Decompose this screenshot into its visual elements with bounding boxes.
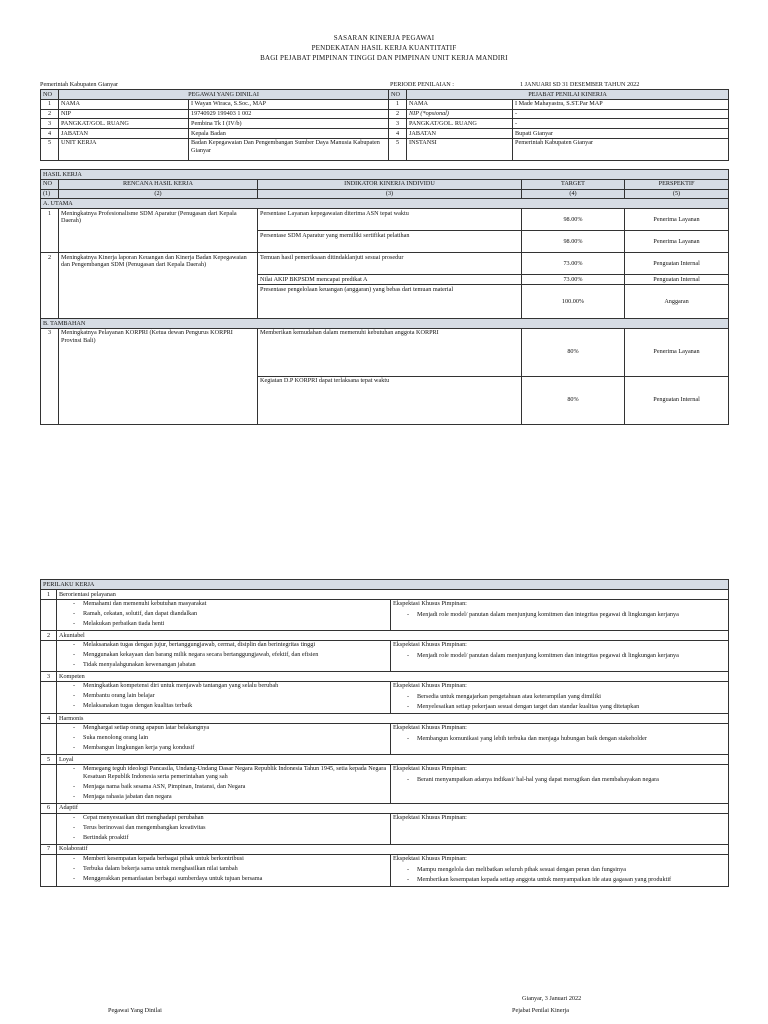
behavior-name: Berorientasi pelayanan: [57, 590, 729, 600]
behavior-point: - Menjaga nama baik sesama ASN, Pimpinan, Instansi, dan Negara: [59, 783, 388, 791]
behavior-point: - Bertindak proaktif: [59, 834, 388, 842]
target: 80%: [522, 328, 625, 376]
behavior-point: - Membantu orang lain belajar: [59, 692, 388, 700]
column-number: (2): [59, 189, 258, 199]
behavior-points: [57, 813, 391, 844]
behavior-no: 1: [41, 590, 57, 600]
row-no: 4: [41, 129, 59, 139]
field-label: PANGKAT/GOL. RUANG: [59, 119, 189, 129]
behavior-name: Kolaboratif: [57, 844, 729, 854]
table-row-no: 2: [41, 253, 59, 319]
behavior-points: [57, 723, 391, 754]
field-label: PANGKAT/GOL. RUANG: [407, 119, 513, 129]
perspective: Penguatan Internal: [625, 275, 729, 285]
behavior-no: 7: [41, 844, 57, 854]
work-results-table: [40, 169, 729, 425]
column-number: (3): [258, 189, 522, 199]
leader-expectation: [391, 681, 729, 713]
organization-label: Pemerintah Kabupaten Gianyar: [40, 81, 119, 88]
behavior-points: [57, 599, 391, 630]
perspective: Penerima Layanan: [625, 231, 729, 253]
behavior-point: - Menjaga rahasia jabatan dan negara: [59, 793, 388, 801]
leader-expectation: [391, 599, 729, 630]
behavior-point: - Melaksanakan tugas dengan jujur, bertanggungjawab, cermat, disiplin dan berintegritas tinggi: [59, 641, 388, 649]
section-title: PERILAKU KERJA: [41, 580, 729, 590]
field-label: NIP (*opsional): [407, 109, 513, 119]
perspective: Penerima Layanan: [625, 209, 729, 231]
perspective: Penguatan Internal: [625, 376, 729, 424]
no-header: NO: [41, 90, 59, 100]
row-no: 1: [41, 99, 59, 109]
work-plan: Meningkatnya Profesionalisme SDM Aparatur (Penugasan dari Kepala Daerah): [59, 209, 258, 253]
period-value: 1 JANUARI SD 31 DESEMBER TAHUN 2022: [520, 81, 640, 88]
table-row-no: 1: [41, 209, 59, 253]
perspective: Penerima Layanan: [625, 328, 729, 376]
column-number: (1): [41, 189, 59, 199]
indicator: Nilai AKIP BKPSDM mencapai predikat A: [258, 275, 522, 285]
target: 73.00%: [522, 253, 625, 275]
behavior-point: - Memahami dan memenuhi kebutuhan masyarakat: [59, 600, 388, 608]
assessor-header: PEJABAT PENILAI KINERJA: [407, 90, 729, 100]
field-label: NAMA: [407, 99, 513, 109]
field-value: Kepala Badan: [189, 129, 389, 139]
field-label: UNIT KERJA: [59, 138, 189, 160]
leader-expectation: [391, 854, 729, 886]
row-no: 3: [389, 119, 407, 129]
column-header: TARGET: [522, 179, 625, 189]
expectation-point: - Menjadi role model/ panutan dalam menjunjung komitmen dan integritas pegawai di lingkungan kerjanya: [393, 652, 726, 660]
column-header: NO: [41, 179, 59, 189]
column-number: (4): [522, 189, 625, 199]
row-no: 2: [41, 109, 59, 119]
doc-subtitle-2: BAGI PEJABAT PIMPINAN TINGGI DAN PIMPINAN UNIT KERJA MANDIRI: [260, 54, 508, 62]
expectation-title: Ekspektasi Khusus Pimpinan:: [393, 814, 467, 821]
expectation-title: Ekspektasi Khusus Pimpinan:: [393, 855, 467, 862]
column-header: INDIKATOR KINERJA INDIVIDU: [258, 179, 522, 189]
indicator: Memberikan kemudahan dalam memenuhi kebutuhan anggota KORPRI: [258, 328, 522, 376]
behavior-point: - Menggerakkan pemanfaatan berbagai sumberdaya untuk tujuan bersama: [59, 875, 388, 883]
field-label: INSTANSI: [407, 138, 513, 160]
expectation-title: Ekspektasi Khusus Pimpinan:: [393, 682, 467, 690]
behavior-point: - Ramah, cekatan, solutif, dan dapat diandalkan: [59, 610, 388, 618]
behavior-point: - Menggunakan kekayaan dan barang milik negara secara bertanggungjawab, efektif, dan efisien: [59, 651, 388, 659]
table-row-no: 3: [41, 328, 59, 424]
assessor-signature-label: Pejabat Penilai Kinerja: [512, 1007, 570, 1014]
target: 100.00%: [522, 285, 625, 319]
perspective: Penguatan Internal: [625, 253, 729, 275]
behavior-points: [57, 640, 391, 671]
behavior-name: Kompeten: [57, 672, 729, 682]
behavior-items-table: [40, 589, 729, 887]
behavior-point: - Memegang teguh ideologi Pancasila, Undang-Undang Dasar Negara Republik Indonesia Tahun 1945, setia kepada Negara Kesatuan Republik Indonesia serta pemerintahan yang sah: [59, 765, 388, 781]
behavior-no: 6: [41, 803, 57, 813]
behavior-point: - Suka menolong orang lain: [59, 734, 388, 742]
indicator: Persentase SDM Aparatur yang memiliki sertifikat pelatihan: [258, 231, 522, 253]
behavior-point: - Terbuka dalam bekerja sama untuk menghasilkan nilai tambah: [59, 865, 388, 873]
field-value: Pembina Tk I (IV/b): [189, 119, 389, 129]
indicator: Kegiatan D.P KORPRI dapat terlaksana tepat waktu: [258, 376, 522, 424]
work-plan: Meningkatnya Pelayanan KORPRI (Ketua dewan Pengurus KORPRI Provinsi Bali): [59, 328, 258, 424]
leader-expectation: [391, 813, 729, 844]
behavior-name: Akuntabel: [57, 631, 729, 641]
row-no: 4: [389, 129, 407, 139]
target: 80%: [522, 376, 625, 424]
row-no: 1: [389, 99, 407, 109]
expectation-title: Ekspektasi Khusus Pimpinan:: [393, 724, 467, 732]
behavior-no: 2: [41, 631, 57, 641]
field-label: NAMA: [59, 99, 189, 109]
behavior-points: [57, 681, 391, 713]
behavior-name: Loyal: [57, 755, 729, 765]
row-no: 5: [41, 138, 59, 160]
indicator: Presentase pengelolaan keuangan (anggaran) yang bebas dari temuan material: [258, 285, 522, 319]
indicator: Persentase Layanan kepegawaian diterima ASN tepat waktu: [258, 209, 522, 231]
subsection-title: B. TAMBAHAN: [41, 319, 729, 329]
expectation-point: - Mampu mengelola dan melibatkan seluruh pihak sesuai dengan peran dan fungsinya: [393, 866, 726, 874]
assessed-employee-header: PEGAWAI YANG DINILAI: [59, 90, 389, 100]
perspective: Anggaran: [625, 285, 729, 319]
behavior-point: - Melaksanakan tugas dengan kualitas terbaik: [59, 702, 388, 710]
behavior-no: 4: [41, 714, 57, 724]
row-no: 3: [41, 119, 59, 129]
behavior-point: - Cepat menyesuaikan diri menghadapi perubahan: [59, 814, 388, 822]
field-value: Bupati Gianyar: [513, 129, 729, 139]
behavior-list: [40, 589, 728, 887]
field-label: JABATAN: [59, 129, 189, 139]
field-value: I Made Mahayastra, S.ST.Par MAP: [513, 99, 729, 109]
expectation-point: - Memberikan kesempatan kepada setiap anggota untuk menyampaikan ide atau gagasan yang produktif: [393, 876, 726, 884]
row-no: 5: [389, 138, 407, 160]
behavior-point: - Tidak menyalahgunakan kewenangan jabatan: [59, 661, 388, 669]
field-value: -: [513, 119, 729, 129]
expectation-point: - Bersedia untuk mengajarkan pengetahuan atau keterampilan yang dimiliki: [393, 693, 726, 701]
behavior-name: Harmonis: [57, 714, 729, 724]
behavior-point: - Memberi kesempatan kepada berbagai pihak untuk berkontribusi: [59, 855, 388, 863]
assessed-signature-label: Pegawai Yang Dinilai: [108, 1007, 162, 1014]
section-title: HASIL KERJA: [41, 170, 729, 180]
behavior-points: [57, 854, 391, 886]
behavior-no: 5: [41, 755, 57, 765]
behavior-point: - Membangun lingkungan kerja yang kondusif: [59, 744, 388, 752]
subsection-title: A. UTAMA: [41, 199, 729, 209]
field-label: NIP: [59, 109, 189, 119]
expectation-point: - Membangun komunikasi yang lebih terbuka dan menjaga hubungan baik dengan stakeholder: [393, 735, 726, 743]
target: 73.00%: [522, 275, 625, 285]
field-label: JABATAN: [407, 129, 513, 139]
behavior-point: - Melakukan perbaikan tiada henti: [59, 620, 388, 628]
behavior-point: - Menghargai setiap orang apapun latar belakangnya: [59, 724, 388, 732]
behavior-name: Adaptif: [57, 803, 729, 813]
indicator: Temuan hasil pemeriksaan ditindaklanjuti sesuai prosedur: [258, 253, 522, 275]
identity-table: [40, 89, 729, 161]
column-header: RENCANA HASIL KERJA: [59, 179, 258, 189]
field-value: 19740929 199403 1 002: [189, 109, 389, 119]
field-value: I Wayan Wiraca, S.Soc., MAP: [189, 99, 389, 109]
leader-expectation: [391, 640, 729, 671]
expectation-title: Ekspektasi Khusus Pimpinan:: [393, 765, 467, 773]
expectation-point: - Menyelesaikan setiap pekerjaan sesuai dengan target dan standar kualitas yang ditetapkan: [393, 703, 726, 711]
expectation-point: - Menjadi role model/ panutan dalam menjunjung komitmen dan integritas pegawai di lingkungan kerjanya: [393, 611, 726, 619]
row-no: 2: [389, 109, 407, 119]
expectation-title: Ekspektasi Khusus Pimpinan:: [393, 600, 467, 608]
behavior-point: - Meningkatkan kompetensi diri untuk menjawab tantangan yang selalu berubah: [59, 682, 388, 690]
leader-expectation: [391, 764, 729, 803]
doc-title: SASARAN KINERJA PEGAWAI: [333, 34, 435, 42]
behavior-point: - Terus berinovasi dan mengembangkan kreativitas: [59, 824, 388, 832]
expectation-point: - Berani menyampaikan adanya indikasi/ hal-hal yang dapat merugikan dan membahayakan negara: [393, 776, 726, 784]
behavior-no: 3: [41, 672, 57, 682]
field-value: -: [513, 109, 729, 119]
column-header: PERSPEKTIF: [625, 179, 729, 189]
column-number: (5): [625, 189, 729, 199]
period-label: PERIODE PENILAIAN :: [390, 81, 454, 88]
work-plan: Meningkatnya Kinerja laporan Keuangan dan Kinerja Badan Kepegawaian dan Pengembangan SDM (Penugasan dari Kepala Daerah): [59, 253, 258, 319]
behavior-points: [57, 764, 391, 803]
leader-expectation: [391, 723, 729, 754]
no-header: NO: [389, 90, 407, 100]
field-value: Pemerintah Kabupaten Gianyar: [513, 138, 729, 160]
target: 98.00%: [522, 209, 625, 231]
expectation-title: Ekspektasi Khusus Pimpinan:: [393, 641, 467, 649]
target: 98.00%: [522, 231, 625, 253]
sign-date: Gianyar, 3 Januari 2022: [522, 995, 582, 1002]
doc-subtitle: PENDEKATAN HASIL KERJA KUANTITATIF: [311, 44, 457, 52]
field-value: Badan Kepegawaian Dan Pengembangan Sumber Daya Manusia Kabupaten Gianyar: [189, 138, 389, 160]
